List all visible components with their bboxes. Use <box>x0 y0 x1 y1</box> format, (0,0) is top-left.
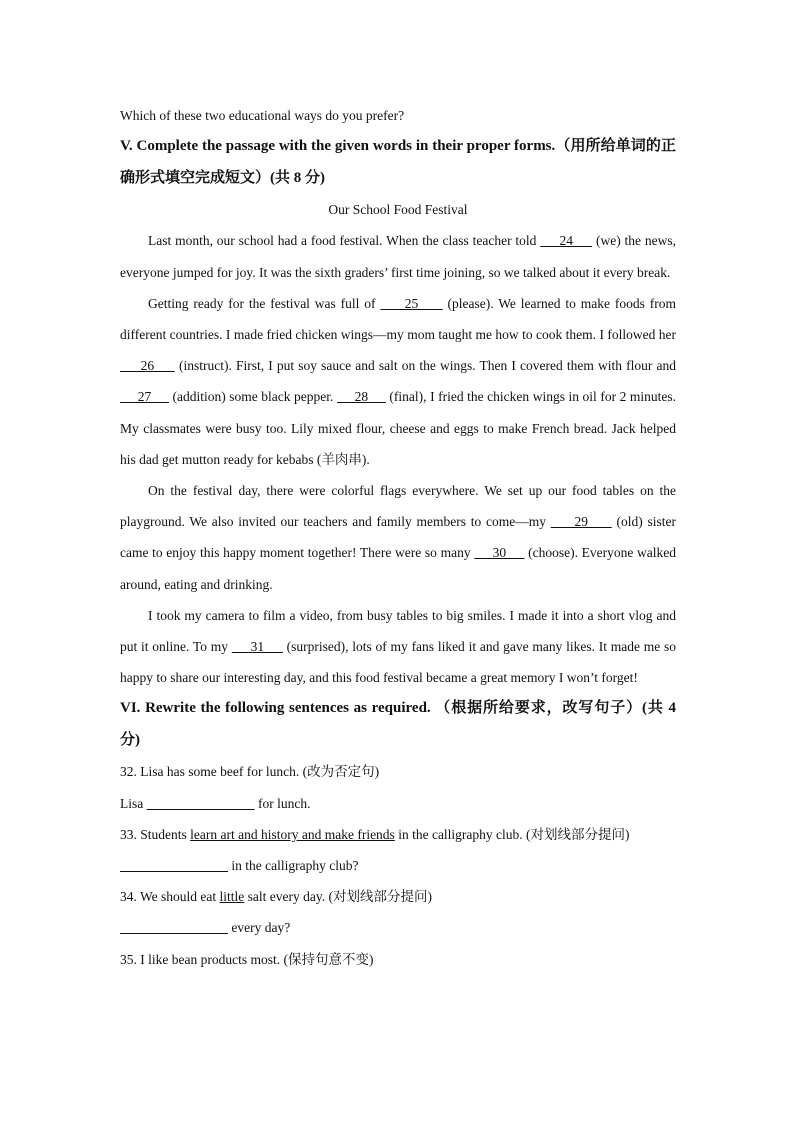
p2-text-b: (please). We learned to make foods from different countries. I made fried chicken wings—my mom taught me how to cook them. I followed her <box>120 295 676 343</box>
blank-27[interactable]: 27 <box>120 389 169 405</box>
answer-33-suffix: in the calligraphy club? <box>228 858 359 874</box>
answer-34-suffix: every day? <box>228 920 291 936</box>
question-34 <box>120 881 676 912</box>
passage-paragraph-2 <box>120 288 676 475</box>
passage-paragraph-3 <box>120 475 676 600</box>
blank-30[interactable]: 30 <box>474 545 525 561</box>
answer-line-34 <box>120 912 676 943</box>
page-content <box>120 100 676 975</box>
section-vi-heading: VI. Rewrite the following sentences as required. （根据所给要求，改写句子）(共 4 分) <box>120 700 676 748</box>
blank-25[interactable]: 25 <box>380 295 443 311</box>
blank-28[interactable]: 28 <box>336 389 386 405</box>
q34-text-a: 34. We should eat <box>120 889 220 905</box>
answer-32-prefix: Lisa <box>120 795 147 811</box>
blank-29[interactable]: 29 <box>550 514 612 530</box>
passage-paragraph-4 <box>120 600 676 694</box>
question-32: 32. Lisa has some beef for lunch. (改为否定句) <box>120 764 380 780</box>
blank-24[interactable]: 24 <box>540 233 593 249</box>
intro-question: Which of these two educational ways do you prefer? <box>120 108 405 123</box>
p1-text-a: Last month, our school had a food festival. When the class teacher told <box>148 233 541 249</box>
blank-31[interactable]: 31 <box>231 639 283 655</box>
p2-text-c: (instruct). First, I put soy sauce and salt on the wings. Then I covered them with flour and <box>174 358 676 374</box>
section-v-heading: V. Complete the passage with the given words in their proper forms.（用所给单词的正确形式填空完成短文）(共 8 分) <box>120 138 676 186</box>
p2-text-e: (final), I fried the chicken wings in oil for 2 minutes. My classmates were busy too. Lily mixed flour, cheese and eggs to make French bread. Jack helped his dad get mutton ready for kebabs (羊肉串). <box>120 389 677 467</box>
answer-line-32 <box>120 788 676 819</box>
answer-32-blank[interactable] <box>147 796 255 811</box>
q33-text-a: 33. Students <box>120 826 191 842</box>
p2-text-a: Getting ready for the festival was full of <box>148 295 381 311</box>
q33-underlined-part: learn art and history and make friends <box>190 826 395 842</box>
q33-text-b: in the calligraphy club. (对划线部分提问) <box>394 826 630 842</box>
question-33 <box>120 819 676 850</box>
answer-line-33 <box>120 850 676 881</box>
answer-34-blank[interactable] <box>120 920 228 935</box>
q34-underlined-part: little <box>219 889 245 905</box>
blank-26[interactable]: 26 <box>120 358 175 374</box>
answer-33-blank[interactable] <box>120 858 228 873</box>
question-35: 35. I like bean products most. (保持句意不变) <box>120 951 374 967</box>
p3-text-a: On the festival day, there were colorful flags everywhere. We set up our food tables on the playground. We also invited our teachers and family members to come—my <box>120 483 676 530</box>
answer-32-suffix: for lunch. <box>254 795 311 811</box>
p4-text-a: I took my camera to film a video, from busy tables to big smiles. I made it into a short vlog and put it online. To my <box>120 607 676 655</box>
passage-title: Our School Food Festival <box>328 202 468 218</box>
p2-text-d: (addition) some black pepper. <box>168 389 337 405</box>
passage-paragraph-1 <box>120 225 676 287</box>
p3-text-c: (choose). Everyone walked around, eating and drinking. <box>120 545 677 592</box>
p4-text-b: (surprised), lots of my fans liked it and gave many likes. It made me so happy to share our interesting day, and this food festival became a great memory I won’t forget! <box>120 639 676 686</box>
q34-text-b: salt every day. (对划线部分提问) <box>244 889 432 905</box>
p3-text-b: (old) sister came to enjoy this happy moment together! There were so many <box>120 514 676 561</box>
p1-text-b: (we) the news, everyone jumped for joy. It was the sixth graders’ first time joining, so we talked about it every break. <box>120 233 676 280</box>
